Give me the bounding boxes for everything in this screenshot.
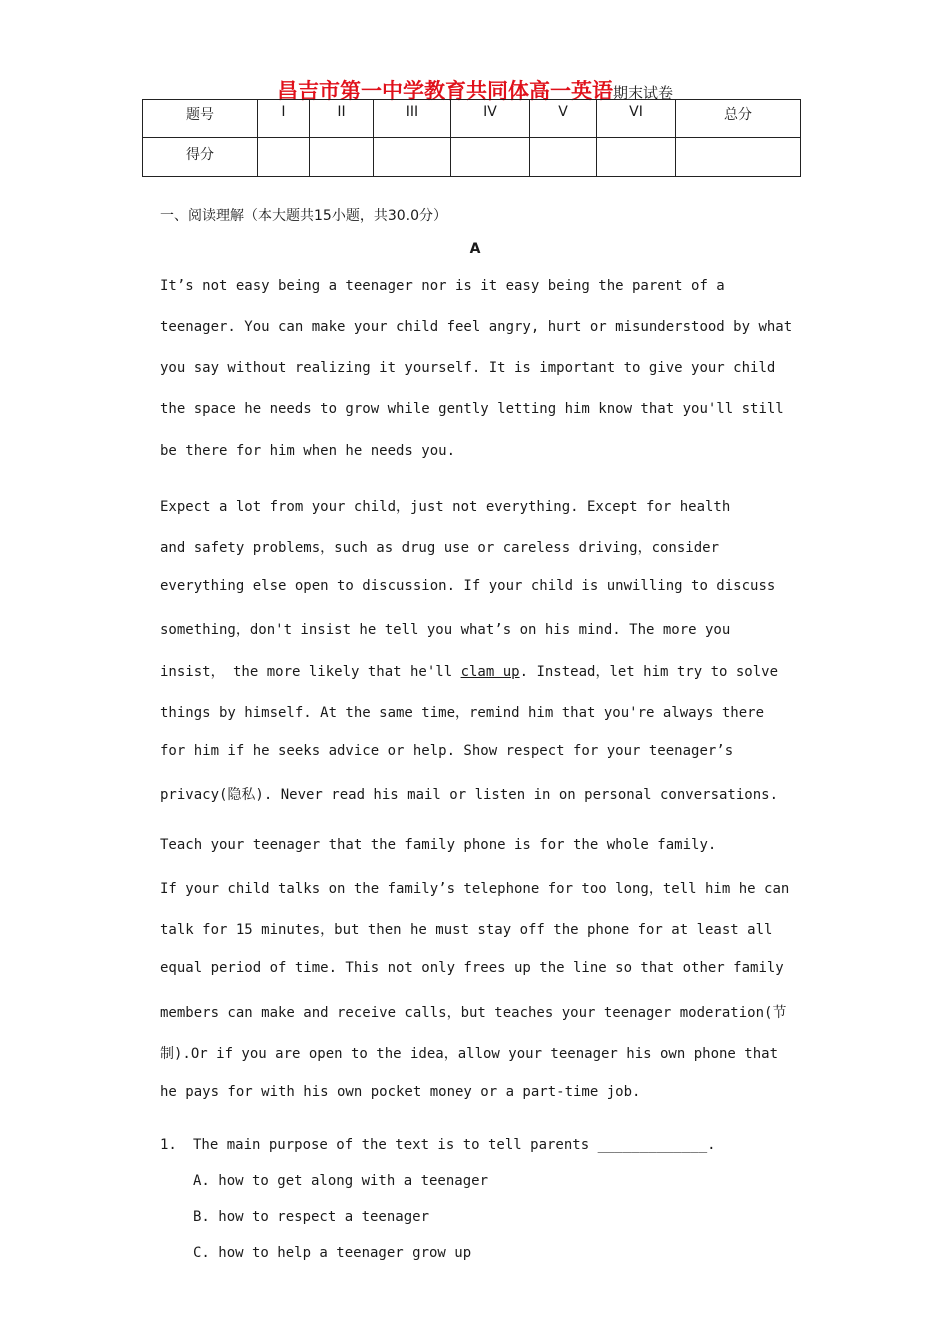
passage-line: If your child talks on the family’s telephone for too long，tell him he can (160, 881, 790, 897)
score-cell-total (676, 138, 801, 177)
score-table-score-row (143, 138, 801, 177)
score-row-label: 得分 (143, 138, 258, 177)
question-number: 1. (160, 1137, 177, 1153)
passage-line: the space he needs to grow while gently letting him know that you'll still (160, 401, 784, 417)
title-suffix: 期末试卷 (612, 84, 673, 102)
passage-line: and safety problems，such as drug use or careless driving，consider (160, 540, 720, 556)
header-cell-III: III (374, 100, 451, 138)
score-cell-V (530, 138, 597, 177)
score-cell-VI (597, 138, 676, 177)
header-cell-IV: IV (451, 100, 530, 138)
passage-text: . Instead，let him try to solve (519, 664, 779, 680)
option-c: C. how to help a teenager grow up (193, 1245, 472, 1261)
passage-line: Teach your teenager that the family phone is for the whole family. (160, 837, 717, 853)
header-cell-VI: VI (597, 100, 676, 138)
passage-line: he pays for with his own pocket money or a part-time job. (160, 1084, 641, 1100)
underlined-phrase: clam up (460, 664, 520, 680)
passage-text: insist， the more likely that he'll (160, 664, 461, 680)
passage-line: things by himself. At the same time，remind him that you're always there (160, 705, 765, 721)
score-cell-IV (451, 138, 530, 177)
score-table-header-row (143, 100, 801, 138)
passage-line: It’s not easy being a teenager nor is it easy being the parent of a (160, 278, 725, 294)
passage-line: you say without realizing it yourself. It is important to give your child (160, 360, 776, 376)
passage-line (160, 661, 778, 681)
passage-line: something，don't insist he tell you what’s on his mind. The more you (160, 622, 731, 638)
header-cell-V: V (530, 100, 597, 138)
passage-label: A (469, 241, 481, 257)
title-main: 昌吉市第一中学教育共同体高一英语 (276, 79, 613, 103)
passage-line: equal period of time. This not only frees up the line so that other family (160, 960, 784, 976)
option-b: B. how to respect a teenager (193, 1209, 430, 1225)
passage-line: privacy(隐私). Never read his mail or listen in on personal conversations. (160, 787, 779, 803)
passage-line: Expect a lot from your child，just not everything. Except for health (160, 499, 731, 515)
score-cell-II (310, 138, 374, 177)
option-a: A. how to get along with a teenager (193, 1173, 489, 1189)
passage-line: everything else open to discussion. If your child is unwilling to discuss (160, 578, 776, 594)
header-cell-I: I (258, 100, 310, 138)
passage-line: 制).Or if you are open to the idea，allow your teenager his own phone that (160, 1046, 779, 1062)
score-cell-III (374, 138, 451, 177)
section-heading: 一、阅读理解（本大题共15小题，共30.0分） (160, 208, 447, 224)
passage-line: members can make and receive calls，but teaches your teenager moderation(节 (160, 1005, 787, 1021)
passage-line: talk for 15 minutes，but then he must stay off the phone for at least all (160, 922, 773, 938)
header-cell-II: II (310, 100, 374, 138)
passage-line: teenager. You can make your child feel angry, hurt or misunderstood by what (160, 319, 793, 335)
passage-line: for him if he seeks advice or help. Show respect for your teenager’s (160, 743, 734, 759)
header-cell-question-number: 题号 (143, 100, 258, 138)
question-1 (160, 1137, 716, 1153)
passage-line: be there for him when he needs you. (160, 443, 456, 459)
header-cell-total: 总分 (676, 100, 801, 138)
question-stem: The main purpose of the text is to tell parents _____________. (193, 1137, 716, 1153)
score-table (142, 99, 801, 177)
score-cell-I (258, 138, 310, 177)
